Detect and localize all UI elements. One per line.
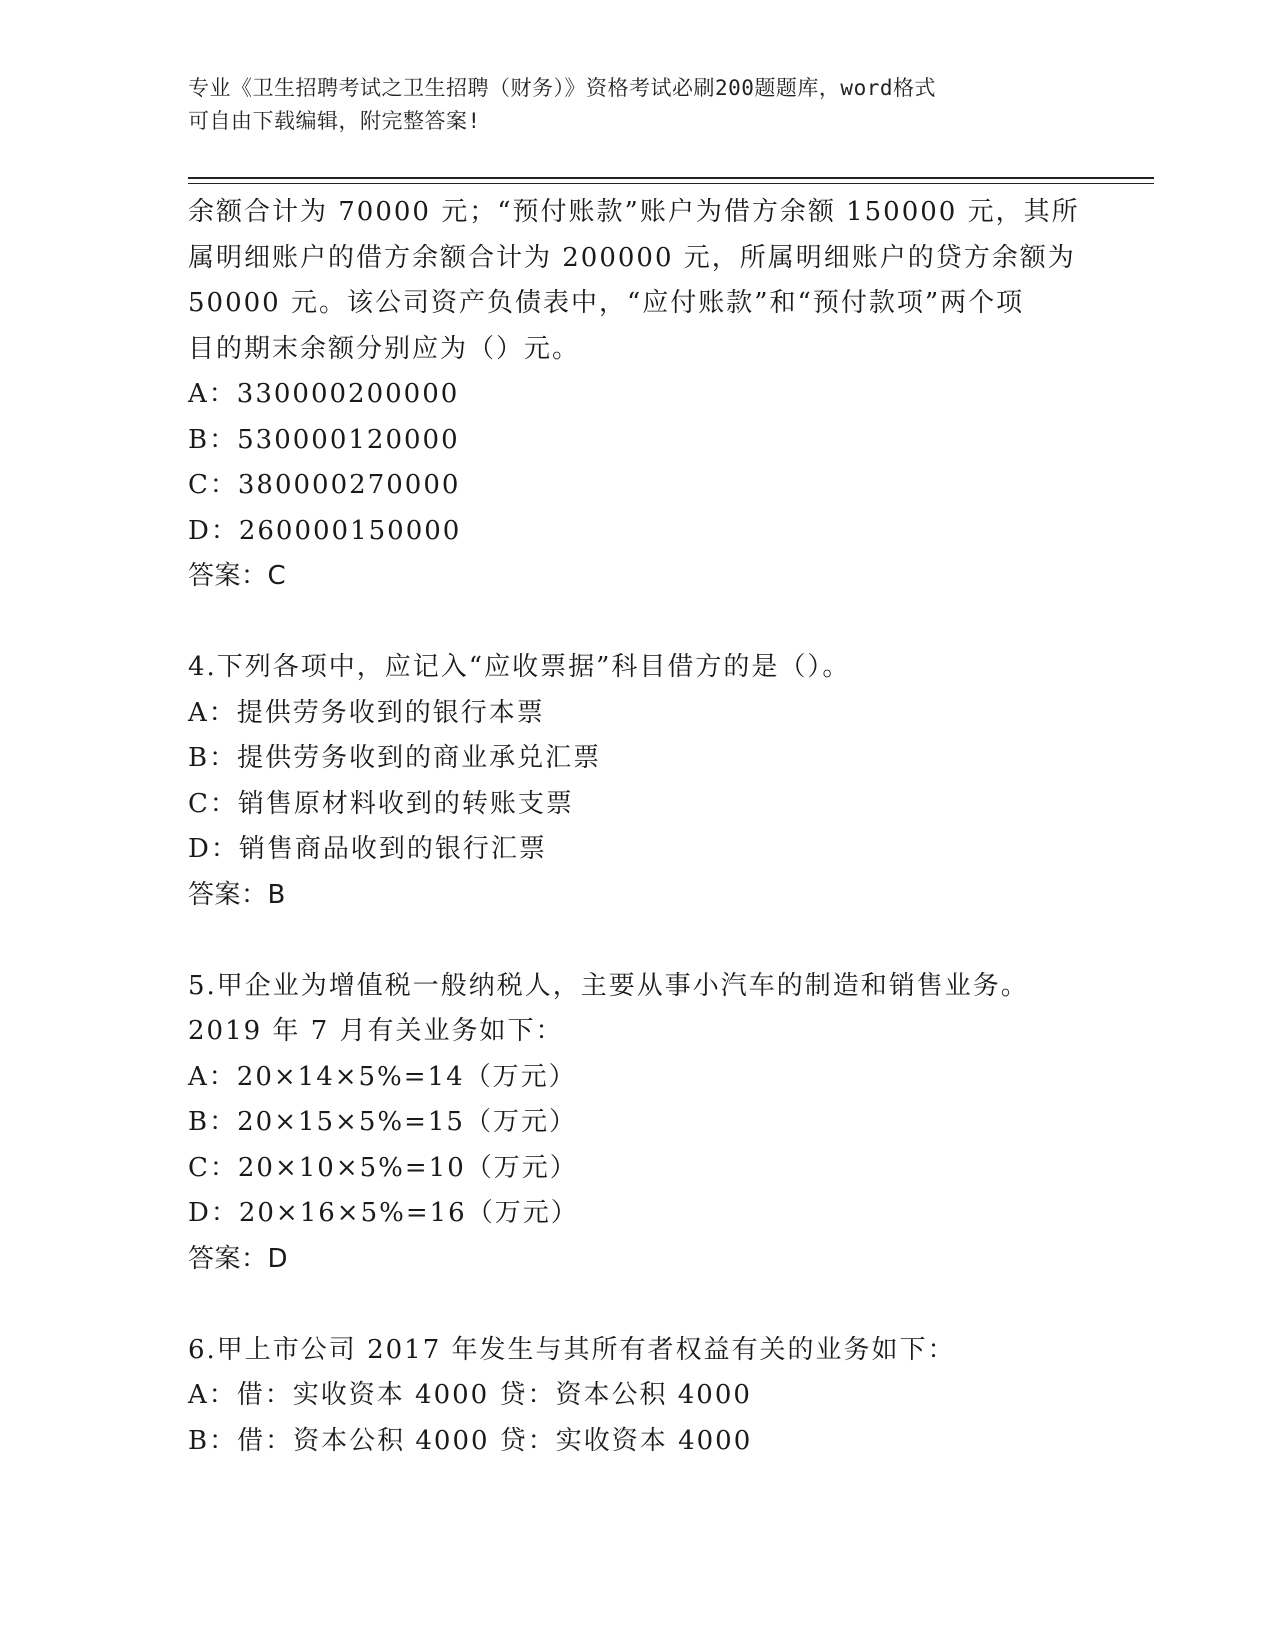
question-text-line: 50000 元。该公司资产负债表中，“应付账款”和“预付款项”两个项 [188, 288, 1025, 318]
option-c: C：380000270000 [188, 470, 461, 500]
option-d: D：20×16×5%=16（万元） [188, 1198, 579, 1228]
question-text-line: 余额合计为 70000 元；“预付账款”账户为借方余额 150000 元，其所 [188, 197, 1080, 227]
option-c: C：20×10×5%=10（万元） [188, 1152, 578, 1183]
option-b: B：提供劳务收到的商业承兑汇票 [188, 743, 602, 773]
question-3-continuation [188, 190, 1088, 600]
option-a: A：330000200000 [188, 379, 460, 409]
option-a: A：借：实收资本 4000 贷：资本公积 4000 [188, 1380, 752, 1410]
answer-label: 答案：B [188, 879, 286, 910]
option-c: C：销售原材料收到的转账支票 [188, 788, 574, 819]
spacer [188, 918, 1088, 964]
question-text-line: 5.甲企业为增值税一般纳税人，主要从事小汽车的制造和销售业务。 [188, 970, 1029, 1001]
option-b: B：530000120000 [188, 424, 460, 455]
spacer [188, 1282, 1088, 1328]
header-title-line-1: 专业《卫生招聘考试之卫生招聘（财务）》资格考试必刷200题题库，word格式 [188, 76, 936, 100]
question-list [188, 190, 1088, 1464]
question-6 [188, 1328, 1088, 1465]
option-b: B：20×15×5%=15（万元） [188, 1107, 577, 1137]
question-text-line: 4.下列各项中，应记入“应收票据”科目借方的是（）。 [188, 652, 851, 682]
answer-label: 答案：C [188, 561, 287, 591]
question-4 [188, 645, 1088, 918]
header-divider-thick [188, 177, 1154, 179]
option-d: D：260000150000 [188, 515, 462, 546]
document-header [188, 72, 1088, 138]
option-a: A：提供劳务收到的银行本票 [188, 697, 545, 728]
header-title-line-2: 可自由下载编辑，附完整答案! [188, 109, 481, 133]
question-text-line: 目的期末余额分别应为（）元。 [188, 333, 581, 364]
question-5 [188, 964, 1088, 1283]
option-a: A：20×14×5%=14（万元） [188, 1061, 577, 1092]
question-text-line: 6.甲上市公司 2017 年发生与其所有者权益有关的业务如下： [188, 1334, 956, 1365]
header-divider-thin [188, 183, 1154, 184]
question-text-line: 2019 年 7 月有关业务如下： [188, 1016, 564, 1046]
option-d: D：销售商品收到的银行汇票 [188, 834, 547, 864]
answer-label: 答案：D [188, 1243, 289, 1274]
question-text-line: 属明细账户的借方余额合计为 200000 元，所属明细账户的贷方余额为 [188, 242, 1076, 273]
option-b: B：借：资本公积 4000 贷：实收资本 4000 [188, 1425, 753, 1456]
spacer [188, 600, 1088, 646]
